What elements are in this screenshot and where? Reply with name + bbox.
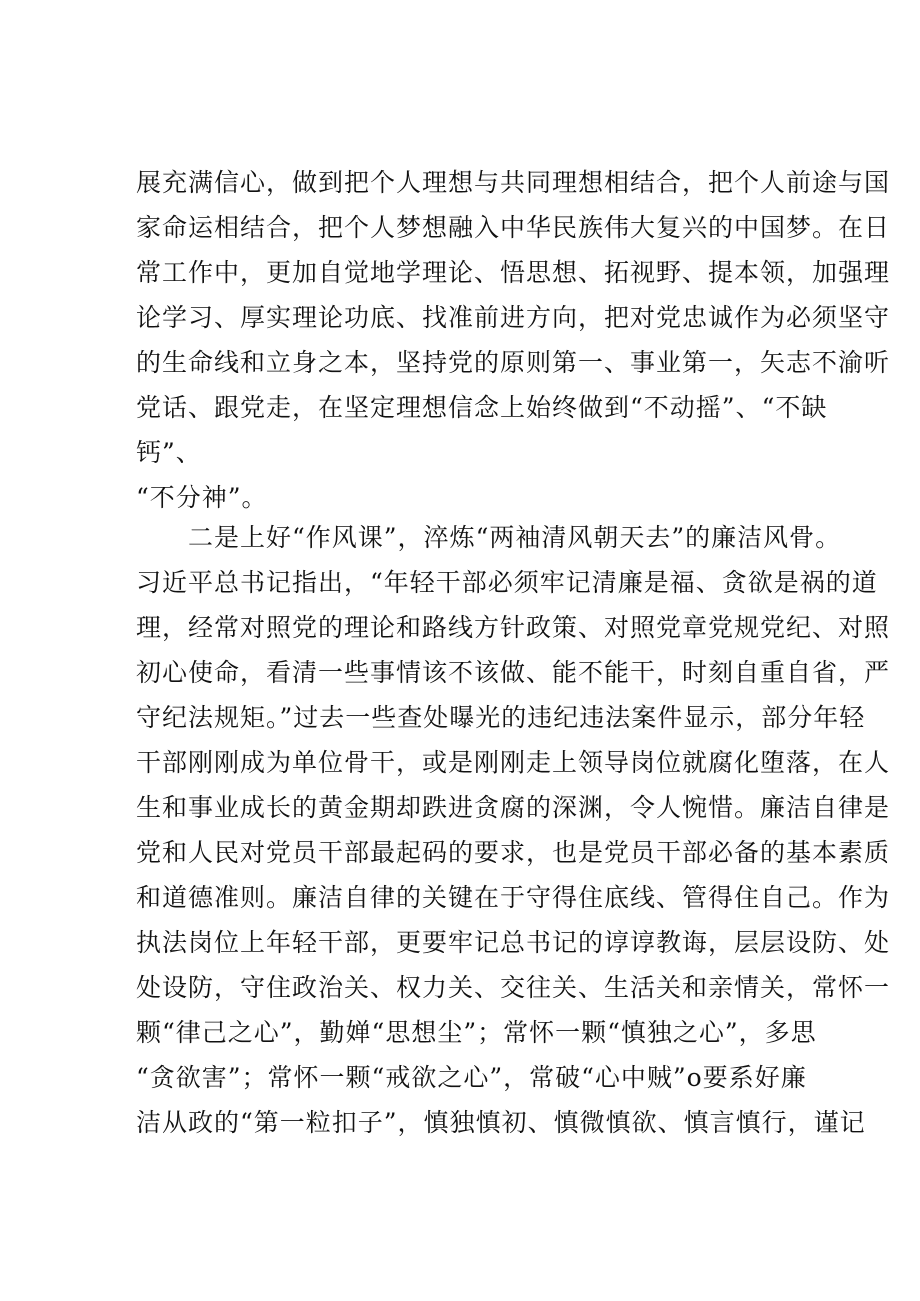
paragraph-line: 处设防，守住政治关、权力关、交往关、生活关和亲情关，常怀一 [136,973,891,1002]
paragraph-line: 和道德准则。廉洁自律的关键在于守得住底线、管得住自己。作为 [136,883,891,912]
paragraph-line: 常工作中，更加自觉地学理论、悟思想、拓视野、提本领，加强理 [136,258,891,287]
paragraph-line: 的生命线和立身之本，坚持党的原则第一、事业第一，矢志不渝听 [136,348,891,377]
paragraph-line: 守纪法规矩。”过去一些查处曝光的违纪违法案件显示，部分年轻 [136,703,866,732]
paragraph-line: 展充满信心，做到把个人理想与共同理想相结合，把个人前途与国 [136,168,891,197]
paragraph-line: 家命运相结合，把个人梦想融入中华民族伟大复兴的中国梦。在日 [136,213,891,242]
paragraph-line: 理，经常对照党的理论和路线方针政策、对照党章党规党纪、对照 [136,613,891,642]
paragraph-line: 二是上好“作风课”，淬炼“两袖清风朝天去”的廉洁风骨。 [136,523,842,552]
paragraph-line: 颗“律己之心”，勤婵“思想尘”；常怀一颗“慎独之心”，多思 [136,1018,817,1047]
paragraph-line: “贪欲害”；常怀一颗“戒欲之心”，常破“心中贼”o要系好廉 [136,1063,807,1092]
paragraph-line: 洁从政的“第一粒扣子”，慎独慎初、慎微慎欲、慎言慎行，谨记 [136,1108,866,1137]
paragraph-line: “不分神”。 [136,483,268,512]
paragraph-line: 干部刚刚成为单位骨干，或是刚刚走上领导岗位就腐化堕落，在人 [136,748,891,777]
paragraph-line: 党话、跟党走，在坚定理想信念上始终做到“不动摇”、“不缺 [136,393,828,422]
paragraph-line: 生和事业成长的黄金期却跌进贪腐的深渊，令人惋惜。廉洁自律是 [136,793,891,822]
paragraph-line: 执法岗位上年轻干部，更要牢记总书记的谆谆教诲，层层设防、处 [136,928,891,957]
paragraph-line: 钙”、 [136,438,202,467]
paragraph-line: 论学习、厚实理论功底、找准前进方向，把对党忠诚作为必须坚守 [136,303,891,332]
paragraph-2 [136,515,891,1145]
paragraph-1 [136,160,891,520]
paragraph-line: 初心使命，看清一些事情该不该做、能不能干，时刻自重自省，严 [136,658,891,687]
paragraph-line: 习近平总书记指出，“年轻干部必须牢记清廉是福、贪欲是祸的道 [136,568,878,597]
paragraph-line: 党和人民对党员干部最起码的要求，也是党员干部必备的基本素质 [136,838,891,867]
